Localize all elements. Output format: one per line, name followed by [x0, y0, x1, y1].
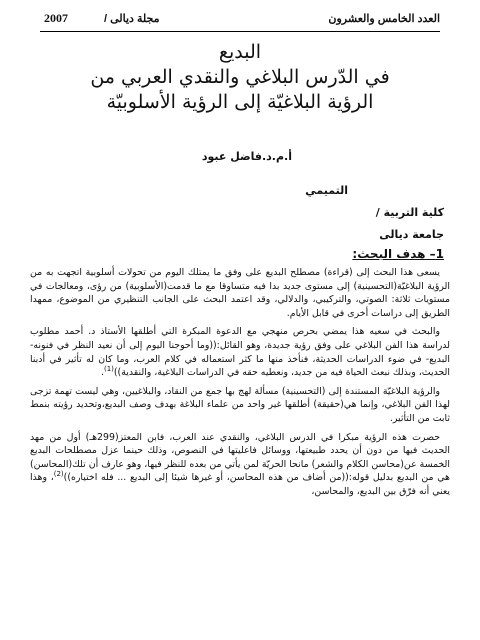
paragraph-text: ، وهذا يعني أنه فرّق بين البديع، والمحاسن، — [30, 472, 450, 497]
author-surname: التميمي — [305, 184, 348, 197]
section-heading: 1– هدف البحث: — [352, 247, 444, 261]
article-title — [30, 40, 450, 115]
header-journal: مجلة ديالى / — [104, 13, 160, 25]
header-rule — [40, 31, 440, 32]
running-header — [44, 12, 440, 28]
body-paragraph: والرؤية البلاغيّة المستندة إلى (التحسينية) مسألة لهج بها جمع من النقاد، والبلاغيين، وهي ليست تهمة تزجى لهذا الفن البلاغي، وإنما هي(حقيقة) أطلقها غير واحد من علماء البلاغة بهدف وصف البديع،وتحديد رؤيته بنمط ثابت من التأثير. — [30, 385, 450, 424]
paragraph-text: والبحث في سعيه هذا يمضي بحرص منهجي مع الدعوة المبكرة التي أطلقها الأستاذ د. أحمد مطلوب لدراسة هذا الفن البلاغي على وفق رؤية جديدة، وهو القائل:((وما أحوجنا اليوم إلى أن نعيد النظر في فنونه- البديع- في ضوء الدراسات الحديثة، فنأخذ منها ما كثر استعماله في كلام العرب، وما كان له تأثير في أدبنا الحديث، وبذلك نبعث الحياة فيه من جديد، ونعطيه حقه في الدراسات البلاغية، والنقدية)) — [30, 326, 450, 379]
paragraph-text: حصرت هذه الرؤية مبكرا في الدرس البلاغي، والنقدي عند العرب، فابن المعتز(299هـ) أول من مهد الحديث فيها من دون أن يحدد طبيعتها، ووسائل فاعليتها في النصوص، وذلك حينما عزل مصطلحات البديع الخمسة عن(محاسن الكلام والشعر) مانحا الحريّة لمن يأتي من بعده للنظر فيها، وهو عارف أن تلك(المحاسن) هي من البديع بدليل قوله:((من أضاف من هذه المحاسن، أو غيرها شيئا إلى البديع ... فله اختياره)) — [30, 431, 450, 484]
footnote-ref: (2) — [53, 470, 64, 479]
author-university: جامعة ديالى — [379, 228, 444, 241]
body-paragraph: يسعى هذا البحث إلى (قراءة) مصطلح البديع على وفق ما يمتلك اليوم من تحولات أسلوبية اتجهت به من الرؤية البلاغيّة(التحسينية) إلى مستوى جديد بدا فيه متساوقا مع ما قدمت(الأسلوبية) من رؤى، ومعالجات في مستويات ثلاثة: الصوتي، والتركيبي، والدلالي، وقد اعتمد البحث على الجانب التنظيري من الموضوع، ممهدا الطريق إلى دراسات أخرى في قابل الأيام. — [30, 267, 450, 319]
title-line-2: في الدّرس البلاغي والنقدي العربي من — [90, 66, 390, 88]
title-line-1: البديع — [218, 41, 262, 63]
body-paragraph: والبحث في سعيه هذا يمضي بحرص منهجي مع الدعوة المبكرة التي أطلقها الأستاذ د. أحمد مطلوب لدراسة هذا الفن البلاغي على وفق رؤية جديدة، وهو القائل:((وما أحوجنا اليوم إلى أن نعيد النظر في فنونه- البديع- في ضوء الدراسات الحديثة، فنأخذ منها ما كثر استعماله في كلام العرب، وما كان له تأثير في أدبنا الحديث، وبذلك نبعث الحياة فيه من جديد، ونعطيه حقه في الدراسات البلاغية، والنقدية))$^{(1)}$. — [30, 326, 450, 379]
author-college: كلية التربية / — [375, 206, 444, 219]
footnote-ref: (1) — [103, 365, 114, 374]
header-year: 2007 — [44, 11, 68, 25]
title-line-3: الرؤية البلاغيّة إلى الرؤية الأسلوبيّة — [106, 91, 374, 113]
header-issue: العدد الخامس والعشرون — [328, 13, 440, 25]
article-body — [30, 266, 450, 504]
author-name: أ.م.د.فاضل عبود — [201, 150, 292, 163]
body-paragraph — [30, 431, 450, 499]
